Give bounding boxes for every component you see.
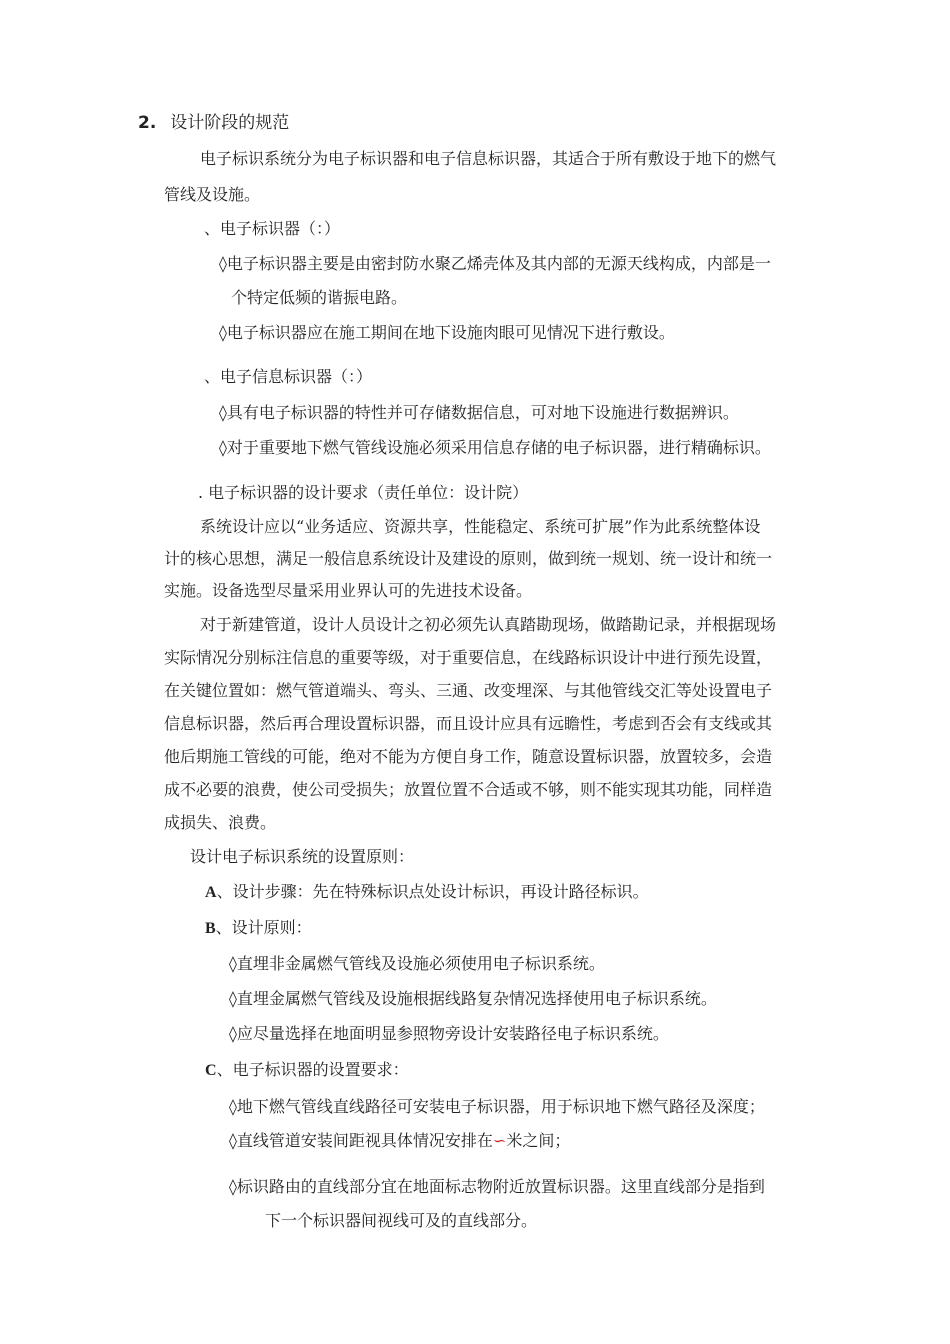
bullet-line: 下一个标识器间视线可及的直线部分。	[265, 1211, 538, 1230]
list-text: 、设计原则：	[215, 918, 312, 937]
paragraph-line: 在关键位置如：燃气管道端头、弯头、三通、改变埋深、与其他管线交汇等处设置电子	[164, 681, 773, 700]
bullet-line: ◊地下燃气管线直线路径可安装电子标识器，用于标识地下燃气路径及深度；	[229, 1097, 765, 1116]
section-heading	[138, 112, 289, 134]
list-label: A	[205, 884, 217, 901]
bullet-line: ◊电子标识器应在施工期间在地下设施肉眼可见情况下进行敷设。	[219, 323, 675, 342]
subsection-heading: . 电子标识器的设计要求（责任单位：设计院）	[198, 483, 529, 502]
bullet-line: ◊电子标识器主要是由密封防水聚乙烯壳体及其内部的无源天线构成，内部是一	[219, 254, 771, 273]
paragraph-line: 实施。设备选型尽量采用业界认可的先进技术设备。	[164, 581, 533, 600]
bullet-line	[229, 1130, 570, 1152]
paragraph-line: 成不必要的浪费，使公司受损失；放置位置不合适或不够，则不能实现其功能，同样造	[164, 780, 773, 799]
bullet-line: 个特定低频的谐振电路。	[231, 288, 408, 307]
paragraph-line: 管线及设施。	[164, 185, 261, 204]
bullet-line: ◊直埋非金属燃气管线及设施必须使用电子标识系统。	[229, 954, 605, 973]
bullet-line: ◊应尽量选择在地面明显参照物旁设计安装路径电子标识系统。	[229, 1024, 669, 1043]
paragraph-line: 设计电子标识系统的设置原则：	[190, 847, 415, 866]
bullet-line: ◊对于重要地下燃气管线设施必须采用信息存储的电子标识器，进行精确标识。	[219, 438, 771, 457]
list-text: 、电子标识器的设置要求：	[216, 1060, 409, 1079]
list-label: B	[205, 920, 216, 937]
subsection-heading: 、电子标识器（：）	[204, 219, 341, 238]
bullet-line: ◊具有电子标识器的特性并可存储数据信息，可对地下设施进行数据辨识。	[219, 403, 739, 422]
section-title: 设计阶段的规范	[170, 113, 290, 133]
paragraph-line: 他后期施工管线的可能，绝对不能为方便自身工作，随意设置标识器，放置较多，会造	[164, 747, 773, 766]
paragraph-line: 实际情况分别标注信息的重要等级，对于重要信息，在线路标识设计中进行预先设置，	[164, 648, 773, 667]
paragraph-line: 系统设计应以“业务适应、资源共享，性能稳定、系统可扩展”作为此系统整体设	[200, 517, 761, 536]
list-item-c	[205, 1059, 409, 1082]
list-item-b	[205, 917, 312, 940]
bullet-line: ◊直埋金属燃气管线及设施根据线路复杂情况选择使用电子标识系统。	[229, 989, 717, 1008]
range-mark: ∽	[492, 1131, 507, 1150]
paragraph-line: 信息标识器，然后再合理设置标识器，而且设计应具有远瞻性，考虑到否会有支线或其	[164, 714, 773, 733]
list-item-a	[205, 881, 649, 904]
bullet-text: 米之间；	[506, 1131, 571, 1150]
subsection-heading: 、电子信息标识器（：）	[204, 367, 373, 386]
paragraph-line: 对于新建管道，设计人员设计之初必须先认真踏勘现场，做踏勘记录，并根据现场	[200, 615, 777, 634]
section-number: 2.	[138, 113, 157, 133]
paragraph-line: 电子标识系统分为电子标识器和电子信息标识器，其适合于所有敷设于地下的燃气	[200, 149, 777, 168]
paragraph-line: 计的核心思想，满足一般信息系统设计及建设的原则，做到统一规划、统一设计和统一	[164, 549, 773, 568]
paragraph-line: 成损失、浪费。	[164, 813, 277, 832]
bullet-text: ◊直线管道安装间距视具体情况安排在	[229, 1131, 493, 1150]
list-text: 、设计步骤：先在特殊标识点处设计标识，再设计路径标识。	[216, 882, 649, 901]
list-label: C	[205, 1062, 217, 1079]
bullet-line: ◊标识路由的直线部分宜在地面标志物附近放置标识器。这里直线部分是指到	[229, 1177, 765, 1196]
